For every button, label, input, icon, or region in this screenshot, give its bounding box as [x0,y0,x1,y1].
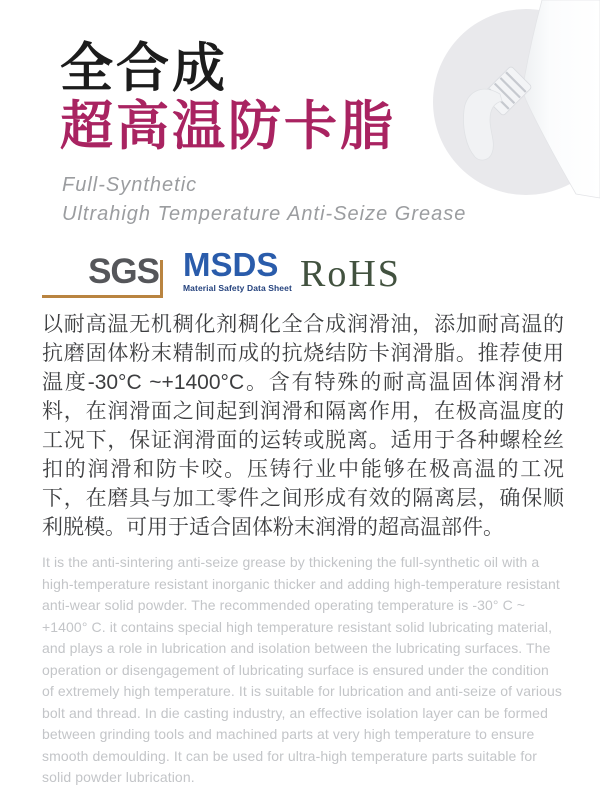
rohs-logo [300,252,401,296]
msds-logo [183,248,295,293]
sgs-vertical-bar [160,260,163,295]
rohs-logo-text: RoHS [300,253,401,295]
msds-logo-tagline: Material Safety Data Sheet [183,283,292,293]
description-chinese: 以耐高温无机稠化剂稠化全合成润滑油，添加耐高温的抗磨固体粉末精制而成的抗烧结防卡润滑脂。推荐使用温度-30°C ~+1400°C。含有特殊的耐高温固体润滑材料，在润滑面之间起到润滑和隔离作用，在极高温度的工况下，保证润滑面的运转或脱离。适用于各种螺栓丝扣的润滑和防卡咬。压铸行业中能够在极高温的工况下，在磨具与加工零件之间形成有效的隔离层，确保顺利脱模。可用于适合固体粉末润滑的超高温部件。 [42,313,564,539]
certification-logos [0,248,600,306]
title-block [60,40,396,156]
description-english: It is the anti-sintering anti-seize grease by thickening the full-synthetic oil with a high-temperature resistant inorganic thicker and adding high-temperature resistant anti-wear solid powder. The recommended operating temperature is -30° C ~ +1400° C. it contains special high temperature resistant solid lubricating material, and plays a role in lubrication and isolation between the lubricating surfaces. The operation or disengagement of lubricating surface is ensured under the condition of extremely high temperature. It is suitable for lubrication and anti-seize of various bolt and thread. In die casting industry, an effective isolation layer can be formed between grinding tools and machined parts at very high temperature to ensure smooth demoulding. It can be used for ultra-high temperature parts suitable for solid powder lubrication. [42,554,562,785]
sgs-underline-bar [42,295,163,298]
product-title-en-line1: Full-Synthetic [62,174,198,196]
msds-logo-text: MSDS [183,246,279,283]
product-title-en-line2: Ultrahigh Temperature Anti-Seize Grease [62,203,467,225]
sgs-logo [42,250,163,298]
product-title-cn: 全合成 [60,39,228,98]
product-title-cn-accent: 超高温防卡脂 [60,97,396,156]
product-title-en [62,171,466,229]
sgs-logo-text: SGS [88,252,159,291]
